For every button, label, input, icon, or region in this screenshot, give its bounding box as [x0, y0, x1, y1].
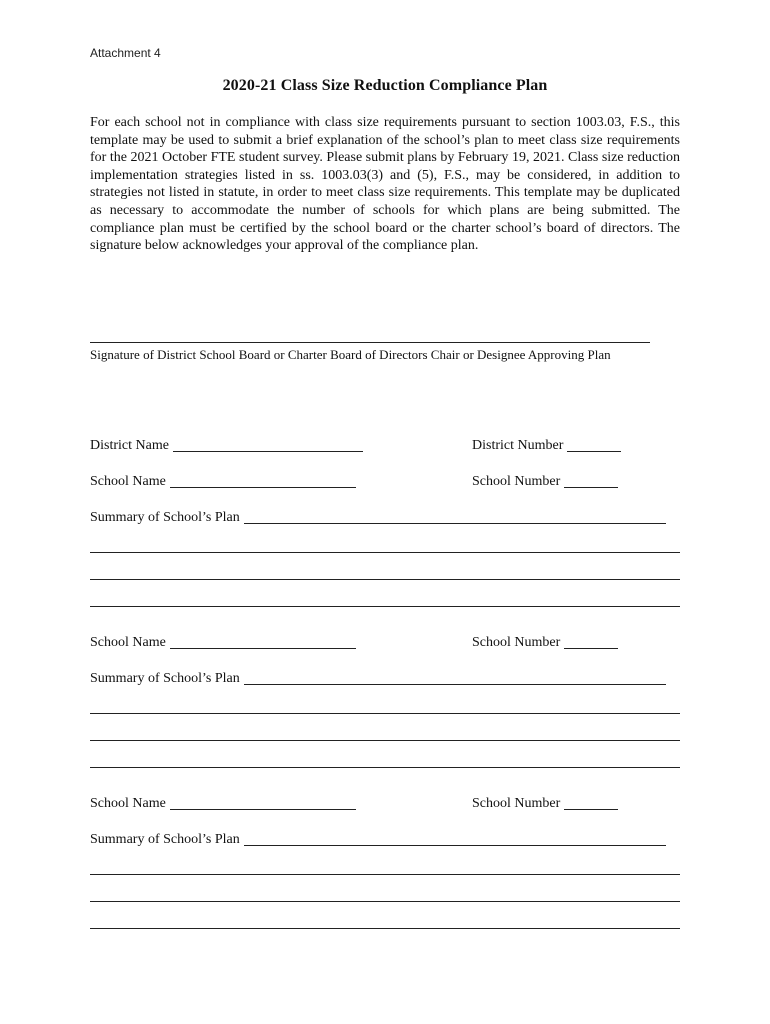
- summary-label: Summary of School’s Plan: [90, 832, 240, 847]
- school-name-blank[interactable]: [170, 797, 356, 810]
- intro-paragraph: For each school not in compliance with class size requirements pursuant to section 1003.03, F.S., this template may be used to submit a brief explanation of the school’s plan to meet class size requirements for the 2021 October FTE student survey. Please submit plans by February 19, 2021. Class size reduction implementation strategies listed in ss. 1003.03(3) and (5), F.S., may be considered, in addition to strategies not listed in statute, in order to meet class size requirements. This template may be duplicated as necessary to accommodate the number of schools for which plans are being submitted. The compliance plan must be certified by the school board or the charter school’s board of directors. The signature below acknowledges your approval of the compliance plan.: [90, 115, 680, 254]
- summary-blank[interactable]: [244, 672, 666, 685]
- school-number-field: [472, 474, 618, 490]
- summary-field: [90, 832, 666, 848]
- attachment-label: Attachment 4: [90, 46, 161, 60]
- school-number-field: [472, 796, 618, 812]
- school-number-field: [472, 635, 618, 651]
- school-number-label: School Number: [472, 635, 561, 650]
- district-number-blank[interactable]: [567, 439, 621, 452]
- school-number-blank[interactable]: [564, 475, 618, 488]
- summary-line[interactable]: [90, 874, 680, 875]
- summary-blank[interactable]: [244, 833, 666, 846]
- school-name-label: School Name: [90, 635, 166, 650]
- summary-line[interactable]: [90, 901, 680, 902]
- school-name-label: School Name: [90, 796, 166, 811]
- school-number-label: School Number: [472, 474, 561, 489]
- district-number-label: District Number: [472, 438, 564, 453]
- school-name-blank[interactable]: [170, 475, 356, 488]
- school-name-field: [90, 474, 356, 490]
- signature-caption: Signature of District School Board or Charter Board of Directors Chair or Designee Approving Plan: [90, 347, 611, 362]
- school-number-label: School Number: [472, 796, 561, 811]
- district-name-blank[interactable]: [173, 439, 363, 452]
- signature-line[interactable]: [90, 342, 650, 343]
- summary-label: Summary of School’s Plan: [90, 671, 240, 686]
- page-title: 2020-21 Class Size Reduction Compliance Plan: [222, 77, 548, 94]
- school-name-label: School Name: [90, 474, 166, 489]
- school-name-field: [90, 796, 356, 812]
- summary-field: [90, 671, 666, 687]
- district-name-field: [90, 438, 363, 454]
- summary-line[interactable]: [90, 767, 680, 768]
- school-name-field: [90, 635, 356, 651]
- school-number-blank[interactable]: [564, 797, 618, 810]
- summary-line[interactable]: [90, 740, 680, 741]
- summary-blank[interactable]: [244, 511, 666, 524]
- summary-label: Summary of School’s Plan: [90, 510, 240, 525]
- summary-field: [90, 510, 666, 526]
- summary-line[interactable]: [90, 606, 680, 607]
- summary-line[interactable]: [90, 928, 680, 929]
- summary-line[interactable]: [90, 713, 680, 714]
- district-number-field: [472, 438, 621, 454]
- summary-line[interactable]: [90, 552, 680, 553]
- district-name-label: District Name: [90, 438, 169, 453]
- summary-line[interactable]: [90, 579, 680, 580]
- school-number-blank[interactable]: [564, 636, 618, 649]
- school-name-blank[interactable]: [170, 636, 356, 649]
